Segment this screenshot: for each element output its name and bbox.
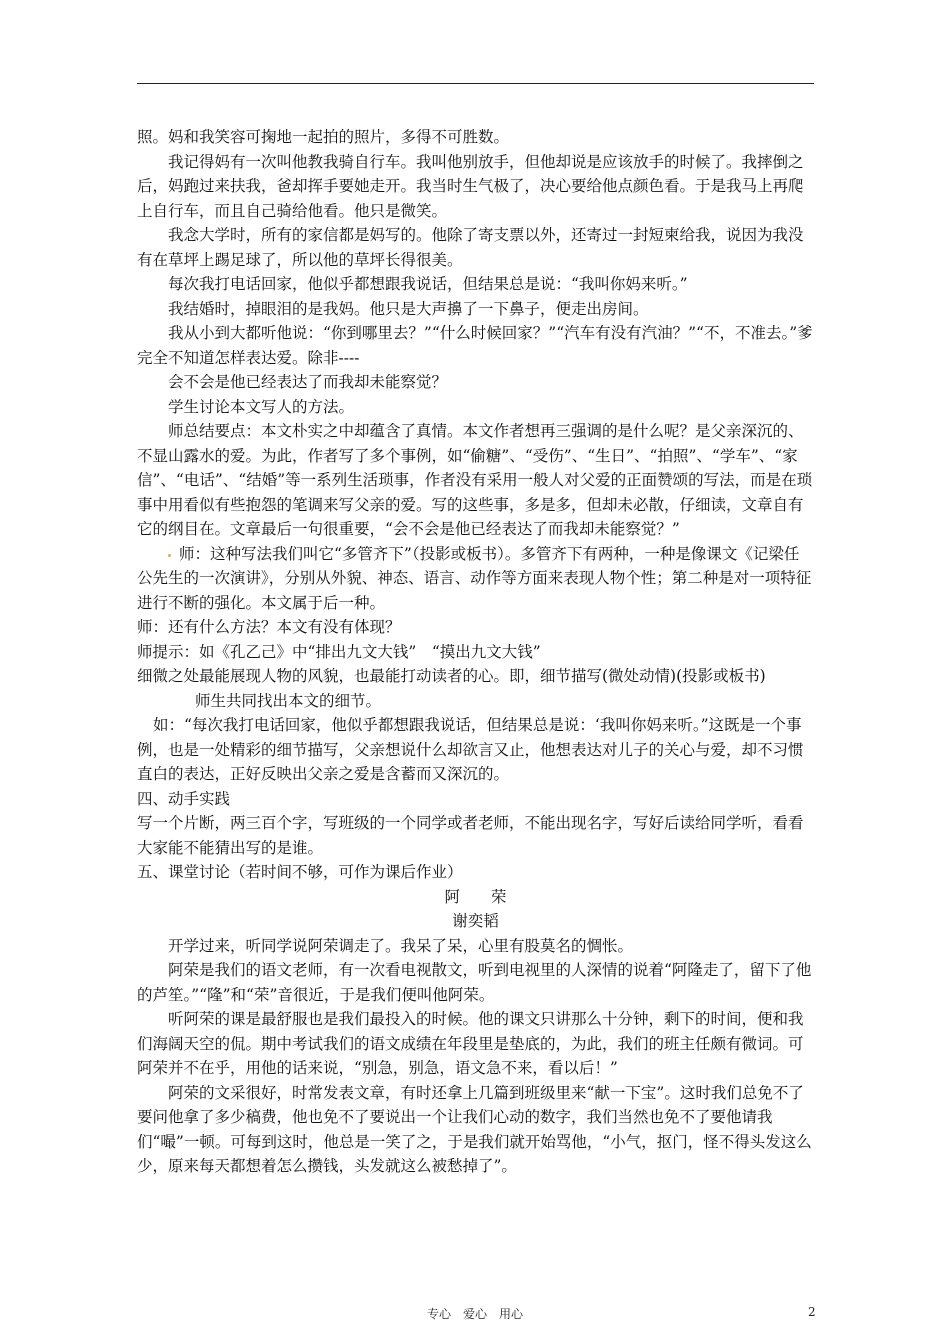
- bullet-dot-icon: [168, 554, 171, 557]
- paragraph-text: 开学过来，听同学说阿荣调走了。我呆了呆，心里有股莫名的惆怅。: [168, 936, 634, 955]
- paragraph-text: 师总结要点：本文朴实之中却蕴含了真情。本文作者想再三强调的是什么呢？是父亲深沉的、不显山露水的爱。为此，作者写了多个事例，如“偷糖”、“受伤”、“生日”、“拍照”、“学车”、“家信”、“电话”、“结婚”等一系列生活琐事，作者没有采用一般人对父爱的正面赞颂的写法，而是在琐事中用看似有些抱怨的笔调来写父亲的爱。写的这些事，多是多，但却未必散，仔细读，文章自有它的纲目在。文章最后一句很重要，“会不会是他已经表达了而我却未能察觉？”: [137, 422, 813, 538]
- paragraph: [137, 542, 814, 616]
- paragraph-text: 师：这种写法我们叫它“多管齐下”（投影或板书）。多管齐下有两种，一种是像课文《记梁任公先生的一次演讲》，分别从外貌、神态、语言、动作等方面来表现人物个性；第二种是对一项特征进行不断的强化。本文属于后一种。: [137, 544, 812, 612]
- paragraph: [137, 615, 814, 640]
- paragraph: [137, 909, 814, 934]
- paragraph: [137, 395, 814, 420]
- paragraph-text: 谢奕韬: [452, 912, 499, 930]
- page-footer: 专心 爱心 用心: [426, 1307, 523, 1321]
- paragraph-text: 师生共同找出本文的细节。: [195, 691, 382, 710]
- paragraph: [137, 321, 814, 370]
- paragraph: [137, 297, 814, 322]
- paragraph-text: 如：“每次我打电话回家，他似乎都想跟我说话，但结果总是说：‘我叫你妈来听。”这既是一个事例，也是一处精彩的细节描写，父亲想说什么却欲言又止，他想表达对儿子的关心与爱，却不习惯直白的表达，正好反映出父亲之爱是含蓄而又深沉的。: [137, 716, 804, 783]
- document-body: [137, 125, 814, 1179]
- paragraph-text: 每次我打电话回家，他似乎都想跟我说话，但结果总是说：“我叫你妈来听。”: [168, 275, 688, 293]
- paragraph-text: 学生讨论本文写人的方法。: [168, 397, 355, 416]
- paragraph: [137, 787, 814, 812]
- page-number: 2: [808, 1305, 816, 1319]
- paragraph-text: 我从小到大都听他说：“你到哪里去？”“什么时候回家？”“汽车有没有汽油？”“不，不准去。”爹完全不知道怎样表达爱。除非----: [137, 324, 813, 367]
- paragraph-text: 师提示：如《孔乙己》中“排出九文大钱” “摸出九文大钱”: [137, 642, 541, 661]
- paragraph: [137, 419, 814, 542]
- paragraph-text: 师：还有什么方法？本文有没有体现？: [137, 618, 401, 636]
- paragraph-text: 阿 荣: [444, 887, 507, 906]
- paragraph: [137, 860, 814, 885]
- paragraph-text: 听阿荣的课是最舒服也是我们最投入的时候。他的课文只讲那么十分钟，剩下的时间，便和我们海阔天空的侃。期中考试我们的语文成绩在年段里是垫底的，为此，我们的班主任颇有微词。可阿荣并不在乎，用他的话来说，“别急，别急，语文急不来，看以后！”: [137, 1010, 804, 1077]
- paragraph: [137, 811, 814, 860]
- paragraph: [137, 1007, 814, 1081]
- paragraph-text: 我结婚时，掉眼泪的是我妈。他只是大声擤了一下鼻子，便走出房间。: [168, 299, 649, 318]
- paragraph-text: 阿荣的文采很好，时常发表文章，有时还拿上几篇到班级里来“献一下宝”。这时我们总免不了要问他拿了多少稿费，他也免不了要说出一个让我们心动的数字，我们当然也免不了要他请我们“嘬”一顿。可每到这时，他总是一笑了之，于是我们就开始骂他，“小气，抠门，怪不得头发这么少，原来每天都想着怎么攒钱，头发就这么被愁掉了”。: [137, 1083, 812, 1175]
- paragraph: [137, 223, 814, 272]
- paragraph-text: 我记得妈有一次叫他教我骑自行车。我叫他别放手，但他却说是应该放手的时候了。我摔倒之后，妈跑过来扶我，爸却挥手要她走开。我当时生气极了，决心要给他点颜色看。于是我马上再爬上自行车，而且自己骑给他看。他只是微笑。: [137, 152, 804, 220]
- paragraph-text: 四、动手实践: [137, 789, 231, 808]
- paragraph: [137, 640, 814, 665]
- paragraph: [137, 713, 814, 787]
- paragraph: [137, 272, 814, 297]
- paragraph: [137, 1081, 814, 1179]
- header-rule: [137, 83, 814, 84]
- paragraph-text: 我念大学时，所有的家信都是妈写的。他除了寄支票以外，还寄过一封短柬给我，说因为我没有在草坪上踢足球了，所以他的草坪长得很美。: [137, 226, 804, 269]
- paragraph: [137, 125, 814, 150]
- paragraph-text: 阿荣是我们的语文老师，有一次看电视散文，听到电视里的人深情的说着“阿隆走了，留下了他的芦笙。”“隆”和“荣”音很近，于是我们便叫他阿荣。: [137, 961, 812, 1004]
- paragraph: [137, 934, 814, 959]
- paragraph: [137, 664, 814, 689]
- paragraph-text: 五、课堂讨论（若时间不够，可作为课后作业）: [137, 863, 463, 881]
- paragraph-text: 照。妈和我笑容可掬地一起拍的照片，多得不可胜数。: [137, 128, 510, 146]
- paragraph: [137, 885, 814, 910]
- paragraph: [137, 370, 814, 395]
- paragraph: [137, 689, 814, 714]
- paragraph: [137, 958, 814, 1007]
- paragraph: [137, 150, 814, 224]
- paragraph-text: 会不会是他已经表达了而我却未能察觉？: [168, 373, 448, 391]
- paragraph-text: 细微之处最能展现人物的风貌，也最能打动读者的心。即，细节描写(微处动情)(投影或板书): [137, 667, 766, 685]
- paragraph-text: 写一个片断，两三百个字，写班级的一个同学或者老师，不能出现名字，写好后读给同学听，看看大家能不能猜出写的是谁。: [137, 814, 804, 857]
